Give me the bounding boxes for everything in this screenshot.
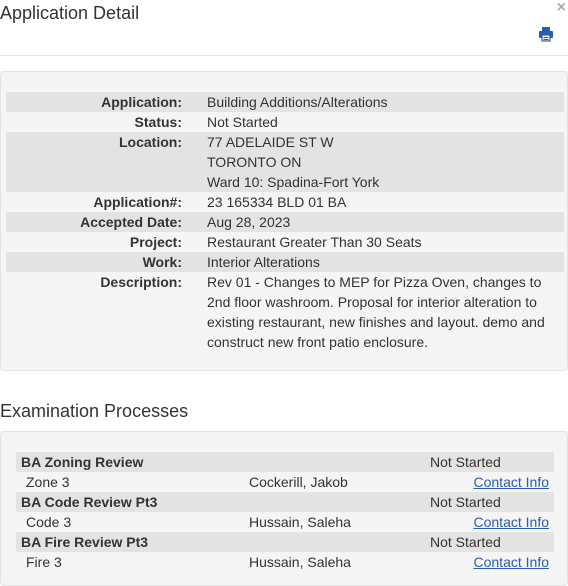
application-details-panel bbox=[0, 71, 568, 371]
process-contact-cell bbox=[429, 552, 554, 572]
process-header-row bbox=[16, 452, 554, 472]
process-spacer bbox=[249, 492, 429, 512]
details-table bbox=[6, 92, 564, 352]
print-icon[interactable] bbox=[538, 26, 554, 42]
process-spacer bbox=[249, 452, 429, 472]
detail-label: Application#: bbox=[93, 194, 182, 210]
process-name: BA Fire Review Pt3 bbox=[16, 532, 249, 552]
description-line: 2nd floor washroom. Proposal for interior alteration to bbox=[207, 294, 537, 310]
detail-label: Accepted Date: bbox=[6, 212, 182, 232]
process-header-row bbox=[16, 532, 554, 552]
detail-value bbox=[182, 272, 564, 352]
description-line: Rev 01 - Changes to MEP for Pizza Oven, changes to bbox=[207, 274, 542, 290]
detail-label: Work: bbox=[6, 252, 182, 272]
process-contact-cell bbox=[429, 512, 554, 532]
process-status: Not Started bbox=[429, 492, 554, 512]
examination-table bbox=[16, 452, 554, 572]
process-status: Not Started bbox=[429, 532, 554, 552]
detail-row-status bbox=[6, 112, 564, 132]
detail-label: Project: bbox=[129, 234, 182, 250]
detail-value: Building Additions/Alterations bbox=[182, 92, 564, 112]
detail-row-application-number bbox=[6, 192, 564, 212]
process-detail-row bbox=[16, 552, 554, 572]
detail-row-accepted-date bbox=[6, 212, 564, 232]
location-city: TORONTO ON bbox=[207, 154, 302, 170]
detail-label: Application: bbox=[6, 92, 182, 112]
process-contact-cell bbox=[429, 472, 554, 492]
description-line: construct new front patio enclosure. bbox=[207, 334, 429, 350]
process-examiner: Hussain, Saleha bbox=[249, 554, 351, 570]
detail-row-project bbox=[6, 232, 564, 252]
header-divider bbox=[0, 55, 568, 56]
process-spacer bbox=[249, 532, 429, 552]
process-area: Fire 3 bbox=[26, 554, 62, 570]
detail-row-description bbox=[6, 272, 564, 352]
process-name: BA Zoning Review bbox=[16, 452, 249, 472]
examination-processes-panel bbox=[0, 431, 568, 586]
detail-row-work bbox=[6, 252, 564, 272]
detail-value: Aug 28, 2023 bbox=[182, 212, 564, 232]
contact-info-link[interactable]: Contact Info bbox=[473, 514, 549, 530]
process-examiner: Hussain, Saleha bbox=[249, 514, 351, 530]
location-ward: Ward 10: Spadina-Fort York bbox=[207, 174, 380, 190]
process-area: Code 3 bbox=[26, 514, 72, 530]
detail-row-location bbox=[6, 132, 564, 192]
contact-info-link[interactable]: Contact Info bbox=[473, 554, 549, 570]
process-detail-row bbox=[16, 512, 554, 532]
examination-processes-title: Examination Processes bbox=[0, 401, 189, 421]
detail-row-application bbox=[6, 92, 564, 112]
detail-value: 23 165334 BLD 01 BA bbox=[207, 194, 347, 210]
detail-value: Not Started bbox=[207, 114, 278, 130]
detail-label: Status: bbox=[134, 114, 182, 130]
description-line: existing restaurant, new finishes and layout. demo and bbox=[207, 314, 545, 330]
contact-info-link[interactable]: Contact Info bbox=[473, 474, 549, 490]
detail-label: Description: bbox=[100, 274, 182, 290]
process-name: BA Code Review Pt3 bbox=[16, 492, 249, 512]
detail-value: Interior Alterations bbox=[182, 252, 564, 272]
process-header-row bbox=[16, 492, 554, 512]
process-detail-row bbox=[16, 472, 554, 492]
modal-title: Application Detail bbox=[0, 3, 140, 23]
process-area: Zone 3 bbox=[26, 474, 70, 490]
process-status: Not Started bbox=[429, 452, 554, 472]
detail-value: Restaurant Greater Than 30 Seats bbox=[207, 234, 422, 250]
process-examiner: Cockerill, Jakob bbox=[249, 474, 348, 490]
location-street: 77 ADELAIDE ST W bbox=[207, 134, 334, 150]
detail-value bbox=[182, 132, 564, 192]
close-icon[interactable]: × bbox=[556, 0, 566, 16]
detail-label: Location: bbox=[6, 132, 182, 192]
